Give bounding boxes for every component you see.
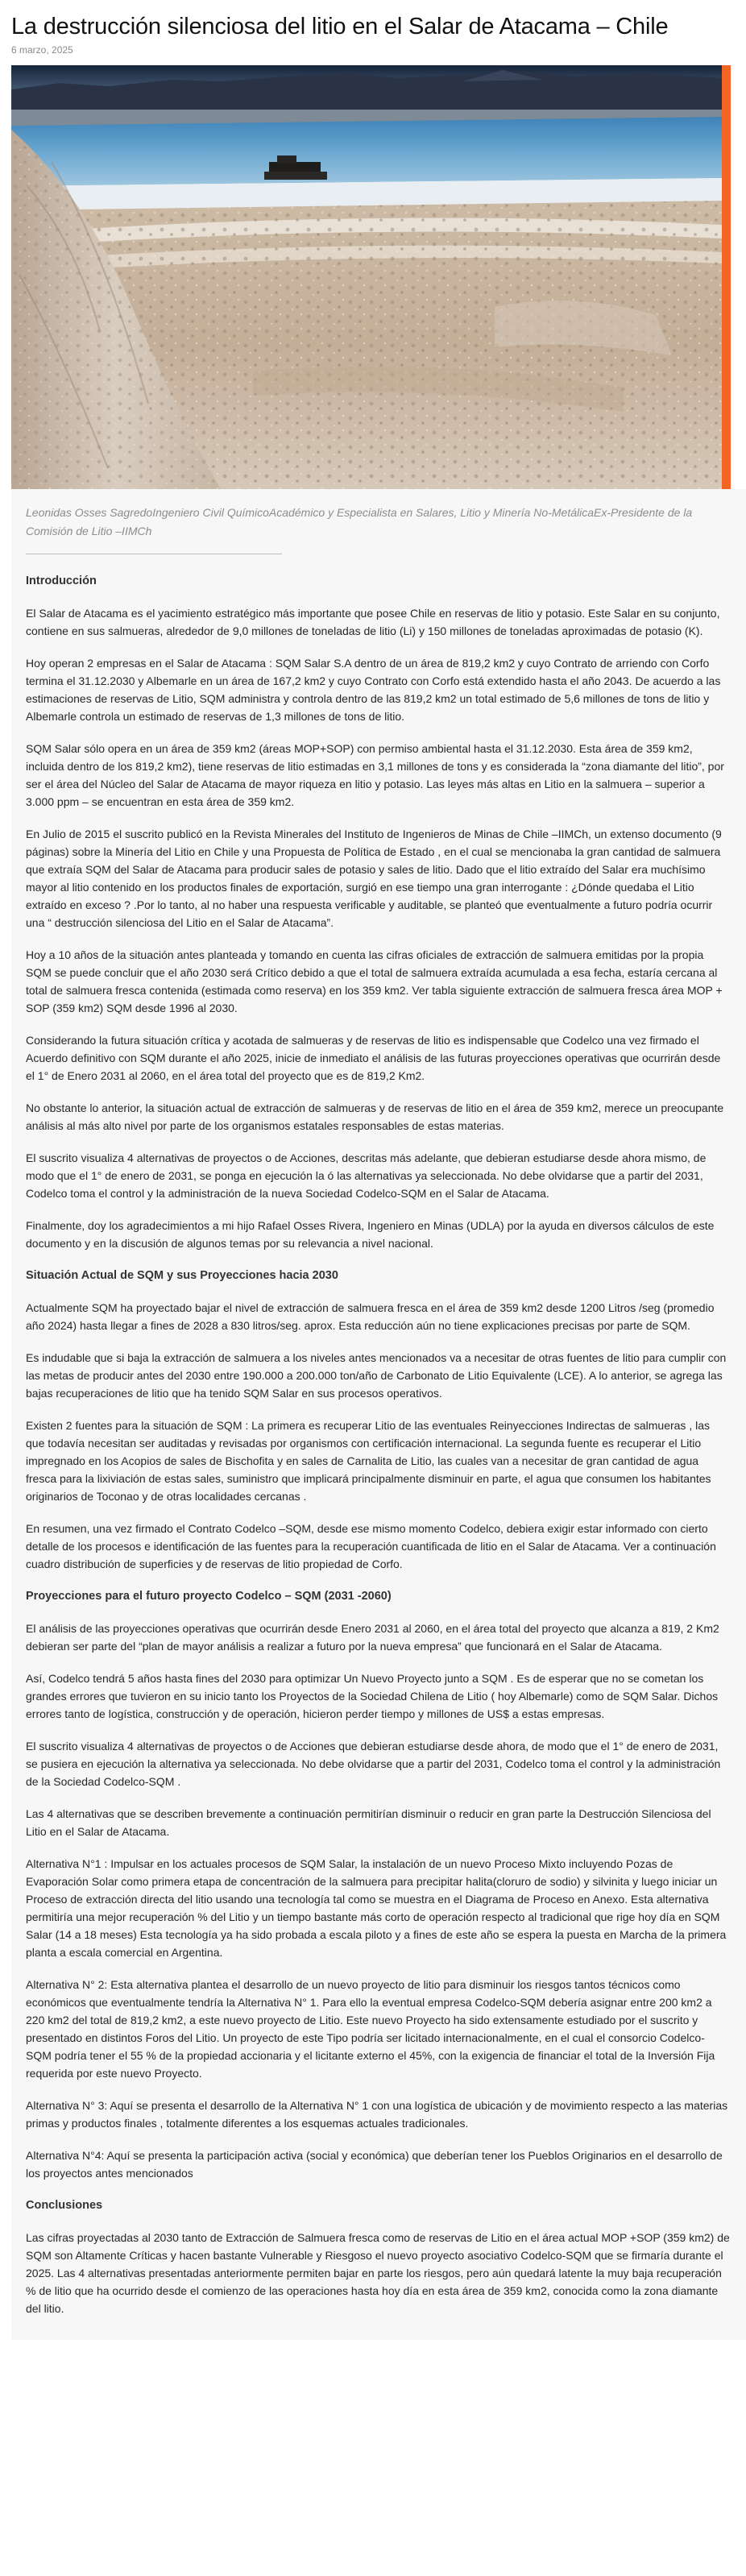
paragraph: Hoy a 10 años de la situación antes planteada y tomando en cuenta las cifras oficiales de extracción de salmuera emitidas por la propia SQM se puede concluir que el año 2030 será Crítico debido a que el total de salmuera extraída acumulada a esa fecha, estaría cercana al total de salmuera fresca contenida (estimada como reserva) en los 359 km2. Ver tabla siguiente extracción de salmuera fresca área MOP + SOP (359 km2) SQM desde 1996 al 2030. (26, 948, 723, 1014)
paragraph: El suscrito visualiza 4 alternativas de proyectos o de Acciones, descritas más adelante, que debieran estudiarse desde ahora mismo, de modo que el 1° de enero de 2031, se ponga en ejecución la ó las alternativas ya seleccionada. No debe olvidarse que a partir del 2031, Codelco toma el control y la administración de la nueva Sociedad Codelco-SQM en el Salar de Atacama. (26, 1151, 707, 1200)
paragraph: El suscrito visualiza 4 alternativas de proyectos o de Acciones que debieran estudiarse desde ahora, de modo que el 1° de enero de 2031, se pusiera en ejecución la alternativa ya seleccionada. No debe olvidarse que a partir del 2031, Codelco toma el control y la administración de la Sociedad Codelco-SQM . (26, 1740, 721, 1788)
paragraph: El Salar de Atacama es el yacimiento estratégico más importante que posee Chile en reservas de litio y potasio. Este Salar en su conjunto, contiene en sus salmueras, alrededor de 9,0 millones de toneladas de litio (Li) y 150 millones de toneladas aproximadas de potasio (K). (26, 607, 720, 637)
section-heading: Conclusiones (26, 2199, 103, 2212)
paragraph: Alternativa N°1 : Impulsar en los actuales procesos de SQM Salar, la instalación de un nuevo Proceso Mixto incluyendo Pozas de Evaporación Solar como primera etapa de concentración de la salmuera para precipitar halita(cloruro de sodio) y silvinita y luego iniciar un Proceso de extracción directa del litio usando una tecnología tal como se muestra en el Diagrama de Proceso en Anexo. Esta alternativa permitiría una mejor recuperación % del Litio y un tiempo bastante más corto de operación respecto al tradicional que rige hoy día en SQM Salar (14 a 18 meses) Esta tecnología ya ha sido probada a escala piloto y a fines de este año se espera la puesta en Marcha de la primera planta a escala comercial en Argentina. (26, 1857, 727, 1959)
section-heading: Situación Actual de SQM y sus Proyecciones hacia 2030 (26, 1269, 338, 1282)
paragraph: Así, Codelco tendrá 5 años hasta fines del 2030 para optimizar Un Nuevo Proyecto junto a SQM . Es de esperar que no se cometan los grandes errores que tuvieron en su inicio tanto los Proyectos de la Sociedad Chilena de Litio ( hoy Albemarle) como de SQM Salar. Dichos errores tanto de logística, construcción y de operación, hicieron perder tiempo y millones de US$ a estas empresas. (26, 1672, 719, 1720)
paragraph: Existen 2 fuentes para la situación de SQM : La primera es recuperar Litio de las eventuales Reinyecciones Indirectas de salmueras , las que todavía necesitan ser auditadas y revisadas por organismos con certificación internacional. La segunda fuente es recuperar el Litio impregnado en los Acopios de sales de Bischofita y en sales de Carnalita de Litio, las cuales van a necesitar de gran cantidad de agua fresca para la lixiviación de estas sales, suministro que implicará principalmente disminuir en parte, el agua que consumen los habitantes originarios de Toconao y de otras localidades cercanas . (26, 1419, 711, 1503)
section-heading: Introducción (26, 575, 97, 587)
paragraph: En resumen, una vez firmado el Contrato Codelco –SQM, desde ese mismo momento Codelco, debiera exigir estar informado con cierto detalle de los procesos e identificación de las fuentes para la recuperación cuantificada de litio en el Salar de Atacama. Ver a continuación cuadro distribución de superficies y de reservas de litio propiedad de Corfo. (26, 1522, 716, 1570)
image-caption: Leonidas Osses SagredoIngeniero Civil QuímicoAcadémico y Especialista en Salares, Litio y Minería No-MetálicaEx-Presidente de la Comisión de Litio –IIMCh (26, 506, 693, 537)
paragraph: Considerando la futura situación crítica y acotada de salmueras y de reservas de litio es indispensable que Codelco una vez firmado el Acuerdo definitivo con SQM durante el año 2025, inicie de inmediato el análisis de las futuras proyecciones operativas que ocurrirán desde el 1° de Enero 2031 al 2060, en el área total del proyecto que es de 819,2 Km2. (26, 1034, 721, 1082)
paragraph: El análisis de las proyecciones operativas que ocurrirán desde Enero 2031 al 2060, en el área total del proyecto que alcanza a 819, 2 Km2 debieran ser parte del “plan de mayor análisis a realizar a futuro por la nueva empresa” que funcionará en el Salar de Atacama. (26, 1622, 719, 1653)
accent-bar (722, 65, 731, 489)
paragraph: Hoy operan 2 empresas en el Salar de Atacama : SQM Salar S.A dentro de un área de 819,2 km2 y cuyo Contrato de arriendo con Corfo termina el 31.12.2030 y Albemarle en un área de 167,2 km2 y cuyo Contrato con Corfo está extendido hasta el año 2043. De acuerdo a las estimaciones de reservas de Litio, SQM administra y controla dentro de las 819,2 km2 un total estimado de 5,6 millones de tons de litio y Albemarle controla un estimado de reservas de 1,3 millones de tons de litio. (26, 657, 721, 723)
salar-hero-image (11, 65, 722, 489)
hero-image-container (11, 65, 731, 489)
paragraph: Es indudable que si baja la extracción de salmuera a los niveles antes mencionados va a necesitar de otras fuentes de litio para cumplir con las metas de producir antes del 2030 entre 190.000 a 200.000 ton/año de Carbonato de Litio Equivalente (LCE). A lo anterior, se agrega las bajas recuperaciones de litio que ha tenido SQM Salar en sus procesos operativos. (26, 1351, 727, 1400)
paragraph: En Julio de 2015 el suscrito publicó en la Revista Minerales del Instituto de Ingenieros de Minas de Chile –IIMCh, un extenso documento (9 páginas) sobre la Minería del Litio en Chile y una Propuesta de Política de Estado , en el cual se mencionaba la gran cantidad de salmuera que extraía SQM del Salar de Atacama para producir sales de potasio y sales de litio. Dado que el litio extraído del Salar era muchísimo mayor al litio contenido en los productos finales de exportación, surgió en ese tiempo una gran interrogante : ¿Dónde quedaba el Litio extraído en exceso ? .Por lo tanto, al no haber una respuesta verificable y auditable, se planteó que eventualmente a futuro podría ocurrir una “ destrucción silenciosa del Litio en el Salar de Atacama”. (26, 828, 722, 929)
paragraph: Actualmente SQM ha proyectado bajar el nivel de extracción de salmuera fresca en el área de 359 km2 desde 1200 Litros /seg (promedio año 2024) hasta llegar a fines de 2028 a 830 litros/seg. aprox. Esta reducción aún no tiene explicaciones precisas por parte de SQM. (26, 1301, 715, 1332)
paragraph: Alternativa N°4: Aquí se presenta la participación activa (social y económica) que deberían tener los Pueblos Originarios en el desarrollo de los proyectos antes mencionados (26, 2149, 723, 2180)
paragraph: Las cifras proyectadas al 2030 tanto de Extracción de Salmuera fresca como de reservas de Litio en el área actual MOP +SOP (359 km2) de SQM son Altamente Críticas y hacen bastante Vulnerable y Riesgoso el nuevo proyecto asociativo Codelco-SQM que se firmaría durante el 2025. Las 4 alternativas presentadas anteriormente permiten bajar en parte los riesgos, pero aún quedará latente la muy baja recuperación % de litio que ha ocurrido desde el comienzo de las operaciones hasta hoy día en esta área de 359 km2, conocida como la zona diamante del litio. (26, 2231, 730, 2315)
article-content (26, 572, 730, 2317)
article-body (11, 489, 746, 2340)
paragraph: No obstante lo anterior, la situación actual de extracción de salmueras y de reservas de litio en el área de 359 km2, merece un preocupante análisis al más alto nivel por parte de los organismos estatales responsables de estas materias. (26, 1101, 724, 1132)
paragraph: Finalmente, doy los agradecimientos a mi hijo Rafael Osses Rivera, Ingeniero en Minas (UDLA) por la ayuda en diversos cálculos de este documento y en la discusión de algunos temas por su relevancia a nivel nacional. (26, 1219, 715, 1250)
article-title: La destrucción silenciosa del litio en el Salar de Atacama – Chile (11, 14, 669, 39)
article-date: 6 marzo, 2025 (11, 44, 73, 56)
paragraph: Alternativa N° 2: Esta alternativa plantea el desarrollo de un nuevo proyecto de litio para disminuir los riesgos tantos técnicos como económicos que eventualmente tendría la Alternativa N° 1. Para ello la eventual empresa Codelco-SQM debería asignar entre 200 km2 a 220 km2 del total de 819,2 km2, a este nuevo proyecto de Litio. Este nuevo Proyecto ha sido extensamente estudiado por el suscrito y presentado en distintos Foros del Litio. Un proyecto de este Tipo podría ser licitado internacionalmente, en el cual el consorcio Codelco-SQM podría tener el 55 % de la propiedad accionaria y el licitante externo el 45%, con la exigencia de financiar el total de la Inversión Fija requerida por este nuevo Proyecto. (26, 1978, 715, 2080)
section-heading: Proyecciones para el futuro proyecto Codelco – SQM (2031 -2060) (26, 1590, 392, 1603)
paragraph: Alternativa N° 3: Aquí se presenta el desarrollo de la Alternativa N° 1 con una logística de ubicación y de movimiento respecto a las materias primas y productos finales , totalmente diferentes a los esquemas actuales tradicionales. (26, 2099, 728, 2130)
paragraph: SQM Salar sólo opera en un área de 359 km2 (áreas MOP+SOP) con permiso ambiental hasta el 31.12.2030. Esta área de 359 km2, incluida dentro de los 819,2 km2), tiene reservas de litio estimadas en 3,1 millones de tons y es considerada la “zona diamante del litio”, por ser el área del Núcleo del Salar de Atacama de mayor riqueza en litio y potasio. Las leyes más altas en Litio en la salmuera – superior a 3.000 ppm – se encuentran en esta área de 359 km2. (26, 742, 724, 808)
paragraph: Las 4 alternativas que se describen brevemente a continuación permitirían disminuir o reducir en gran parte la Destrucción Silenciosa del Litio en el Salar de Atacama. (26, 1807, 711, 1838)
